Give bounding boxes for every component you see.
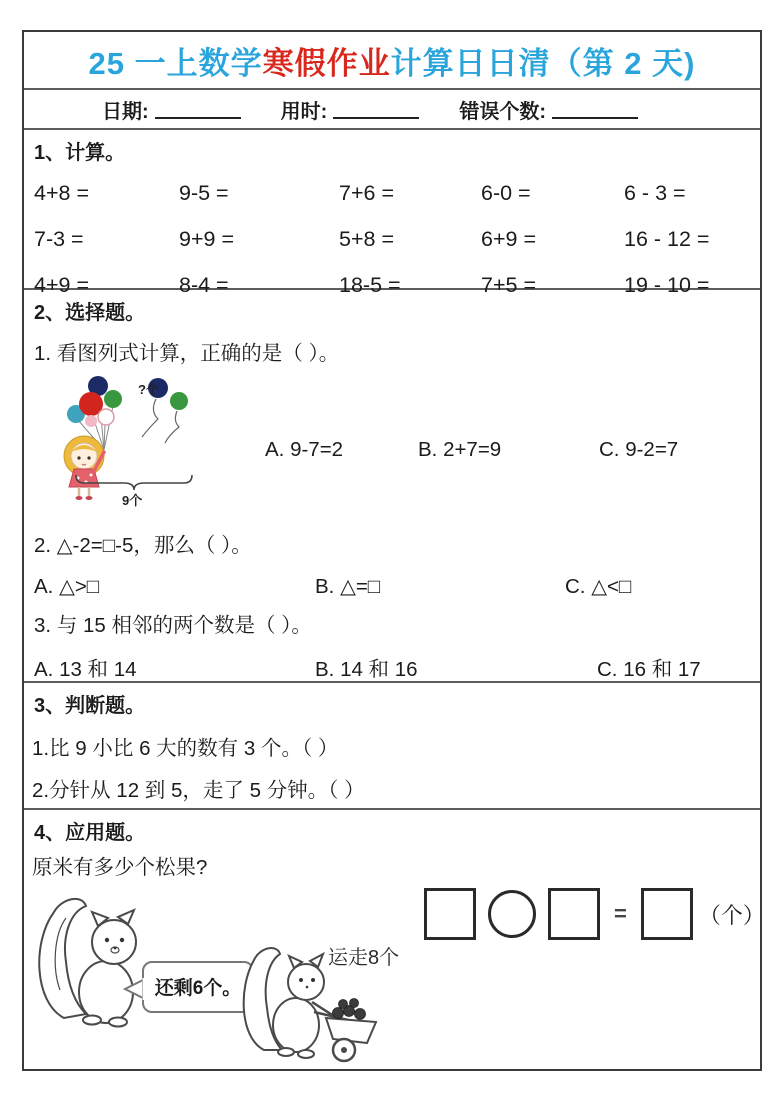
calc-problem: 6-0 = [481, 181, 531, 205]
flying-balloon-green [170, 392, 188, 410]
section4-heading: 4、应用题。 [34, 822, 146, 844]
right-squirrel-foot [278, 1048, 294, 1056]
right-squirrel-nose [306, 986, 309, 989]
choice-q3-option-b: B. 14 和 16 [315, 658, 418, 681]
section-judgment [24, 683, 760, 810]
date-label: 日期: [102, 100, 149, 123]
choice-q1-option-b: B. 2+7=9 [418, 438, 502, 461]
choice-q2-option-c: C. △<□ [565, 575, 632, 598]
choice-q1-text: 1. 看图列式计算，正确的是（ ）。 [34, 342, 340, 365]
unit-label: （个） [698, 902, 765, 928]
equals-sign: = [614, 901, 627, 926]
answer-box-first [424, 888, 476, 940]
balloon-white [98, 409, 114, 425]
right-squirrel-eye [299, 978, 303, 982]
left-squirrel-eye [120, 938, 124, 942]
left-squirrel-nose [114, 947, 117, 950]
section-application [24, 810, 765, 1069]
dress-dot [90, 474, 93, 477]
girl-eye [77, 456, 80, 459]
choice-q3-option-a: A. 13 和 14 [34, 658, 137, 681]
balloon-green [104, 390, 122, 408]
section-calculation [24, 130, 760, 297]
girl-eye [87, 456, 90, 459]
title-part-daily: 计算日日清（第 2 天) [390, 45, 696, 81]
time-label: 用时: [280, 100, 328, 123]
errors-label: 错误个数: [459, 100, 547, 123]
time-blank [333, 100, 419, 119]
title-part-homework: 寒假作业 [262, 45, 391, 81]
calc-problem: 9+9 = [179, 227, 234, 251]
left-squirrel-foot [83, 1016, 101, 1025]
calc-problem: 8-4 = [179, 273, 229, 297]
judge-item-2: 2.分针从 12 到 5，走了 5 分钟。（ ） [32, 779, 365, 802]
girl-shoe [86, 496, 93, 500]
girl-balloons-illustration [46, 372, 231, 507]
speech-bubble-text: 还剩6个。 [154, 978, 242, 999]
choice-q3-text: 3. 与 15 相邻的两个数是（ ）。 [34, 614, 312, 637]
girl-shoe [76, 496, 83, 500]
choice-q2-option-b: B. △=□ [315, 575, 381, 598]
choice-q2-text: 2. △-2=□-5，那么（ ）。 [34, 534, 252, 557]
flying-string [142, 399, 158, 437]
apply-question: 原米有多少个松果? [32, 856, 208, 879]
answer-box-second [548, 888, 600, 940]
section2-heading: 2、选择题。 [34, 302, 146, 324]
operator-circle [488, 890, 536, 938]
section-choice [24, 290, 760, 683]
date-blank [155, 100, 241, 119]
calc-problem: 18-5 = [339, 273, 401, 297]
left-squirrel-eye [105, 938, 109, 942]
squirrel-scene-illustration [30, 890, 402, 1066]
worksheet-title [24, 32, 760, 90]
calc-problem: 7-3 = [34, 227, 84, 251]
left-squirrel-foot [109, 1018, 127, 1027]
calc-problem: 5+8 = [339, 227, 394, 251]
choice-q1-option-c: C. 9-2=7 [599, 438, 679, 461]
judge-item-1: 1.比 9 小比 6 大的数有 3 个。（ ） [32, 737, 339, 760]
calc-problem: 4+8 = [34, 181, 89, 205]
meta-row [24, 90, 760, 130]
calc-problem: 7+6 = [339, 181, 394, 205]
choice-q1-option-a: A. 9-7=2 [265, 438, 344, 461]
section1-heading: 1、计算。 [34, 142, 126, 164]
calc-problem: 7+5 = [481, 273, 536, 297]
flying-string [165, 411, 179, 443]
speech-bubble-join [143, 978, 146, 1000]
answer-template [424, 888, 765, 940]
calc-problem: 6 - 3 = [624, 181, 686, 205]
wheel-hub [341, 1047, 347, 1053]
errors-blank [552, 100, 638, 119]
question-count-label: ?个 [138, 382, 159, 397]
right-squirrel-head [288, 964, 324, 1000]
calc-problem: 6+9 = [481, 227, 536, 251]
section3-heading: 3、判断题。 [34, 695, 146, 717]
total-count-label: 9个 [122, 493, 143, 507]
right-squirrel-eye [311, 978, 315, 982]
worksheet-frame [22, 30, 765, 1071]
calc-problem: 19 - 10 = [624, 273, 710, 297]
title-part-grade: 25 一上数学 [88, 45, 263, 81]
choice-q2-option-a: A. △>□ [34, 575, 100, 598]
balloon-pink [85, 415, 97, 427]
calc-problem: 4+9 = [34, 273, 89, 297]
calc-problem: 16 - 12 = [624, 227, 710, 251]
calc-problem: 9-5 = [179, 181, 229, 205]
calc-grid [34, 181, 760, 298]
choice-q3-option-c: C. 16 和 17 [597, 658, 701, 681]
answer-box-result [641, 888, 693, 940]
left-squirrel-body [79, 961, 133, 1023]
carry-away-label: 运走8个 [328, 947, 400, 969]
right-squirrel-body [273, 998, 319, 1052]
pinecones [333, 999, 366, 1020]
wheelbarrow-tray [326, 1018, 376, 1043]
right-squirrel-foot [298, 1050, 314, 1058]
